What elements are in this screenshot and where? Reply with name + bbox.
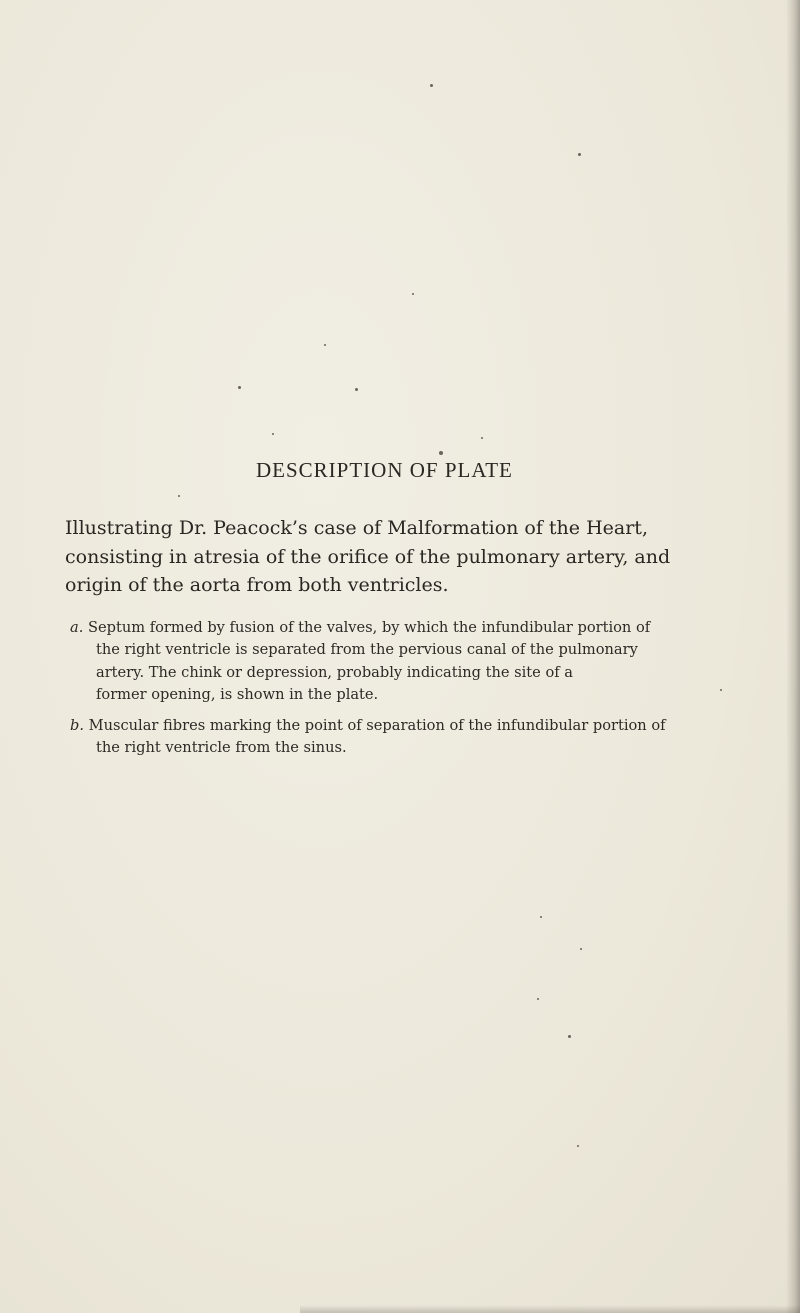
item-marker: b. — [70, 717, 84, 734]
plate-title: DESCRIPTION OF PLATE — [256, 458, 513, 482]
speck — [537, 998, 539, 1000]
speck — [272, 433, 274, 435]
plate-intro — [65, 514, 725, 600]
speck — [578, 153, 581, 156]
item-first-line — [70, 715, 666, 737]
item-line: Septum formed by fusion of the valves, by which the infundibular portion of — [87, 619, 651, 636]
speck — [720, 689, 722, 691]
description-item-a — [70, 617, 650, 707]
page-edge-shadow — [786, 0, 800, 1313]
item-line: the right ventricle from the sinus. — [96, 739, 347, 757]
speck — [568, 1035, 571, 1038]
speck — [540, 916, 542, 918]
page-bottom-shadow — [300, 1305, 800, 1313]
intro-line: consisting in atresia of the orifice of the pulmonary artery, and — [65, 545, 671, 568]
speck — [430, 84, 433, 87]
speck — [577, 1145, 579, 1147]
speck — [580, 948, 582, 950]
speck — [178, 495, 180, 497]
speck — [324, 344, 326, 346]
speck — [481, 437, 483, 439]
item-line: artery. The chink or depression, probably indicating the site of a — [96, 663, 573, 681]
item-line: Muscular fibres marking the point of separation of the infundibular portion of — [88, 717, 666, 734]
item-marker: a. — [70, 619, 84, 636]
item-line: the right ventricle is separated from the pervious canal of the pulmonary — [96, 641, 638, 659]
intro-line: origin of the aorta from both ventricles. — [65, 574, 449, 596]
description-item-b — [70, 715, 666, 760]
speck — [412, 293, 414, 295]
speck — [355, 388, 358, 391]
speck — [439, 451, 443, 455]
speck — [238, 386, 241, 389]
intro-line: Illustrating Dr. Peacock’s case of Malformation of the Heart, — [65, 517, 648, 539]
item-first-line — [70, 617, 650, 639]
item-line: former opening, is shown in the plate. — [96, 686, 379, 704]
